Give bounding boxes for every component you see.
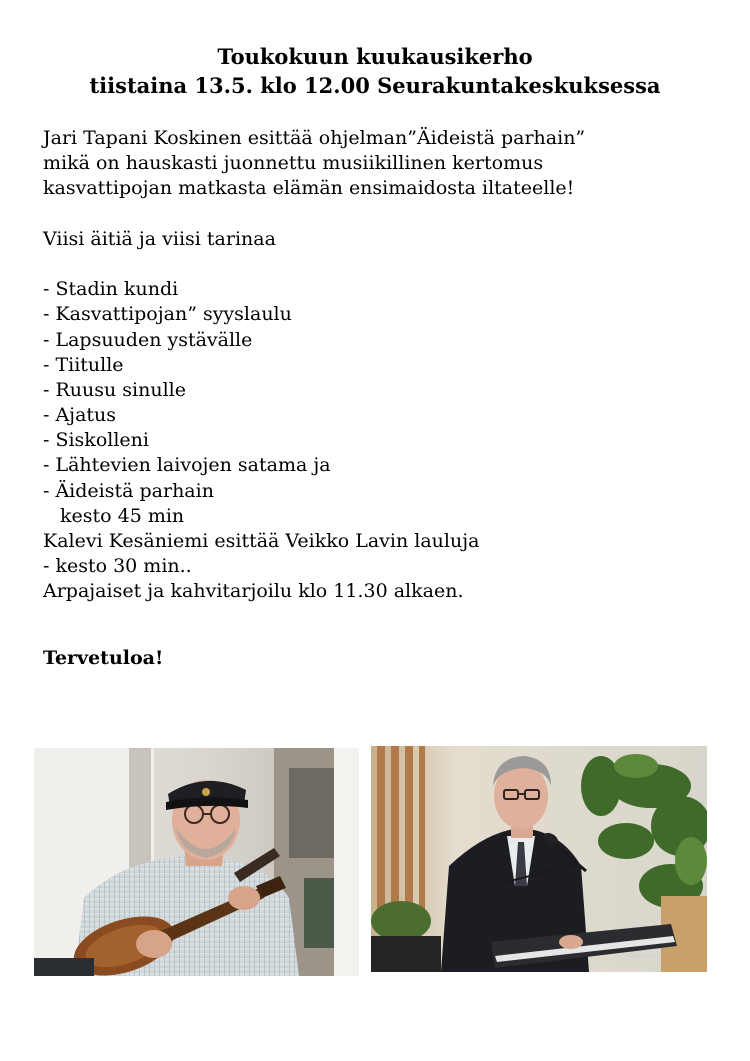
second-performer: Kalevi Kesäniemi esittää Veikko Lavin lauluja xyxy=(43,530,480,552)
intro-line-3: kasvattipojan matkasta elämän ensimaidosta iltateelle! xyxy=(43,177,575,200)
song-item: - Ajatus xyxy=(43,404,117,427)
intro-line-1: Jari Tapani Koskinen esittää ohjelman”Äideistä parhain” xyxy=(43,127,586,149)
song-item: - Siskolleni xyxy=(43,429,149,452)
event-date-location: tiistaina 13.5. klo 12.00 Seurakuntakeskuksessa xyxy=(89,73,661,98)
intro-line-2: mikä on hauskasti juonnettu musiikillinen kertomus xyxy=(43,152,544,175)
welcome-text: Tervetuloa! xyxy=(43,647,164,669)
song-item: - Lapsuuden ystävälle xyxy=(43,328,253,351)
event-title: Toukokuun kuukausikerho xyxy=(217,44,533,69)
song-item: - Lähtevien laivojen satama ja xyxy=(43,454,331,477)
song-item: - Stadin kundi xyxy=(43,278,179,301)
photo-guitarist xyxy=(34,748,359,976)
song-item: - Tiitulle xyxy=(43,353,124,376)
extras-info: Arpajaiset ja kahvitarjoilu klo 11.30 alkaen. xyxy=(43,580,464,603)
song-item: - Kasvattipojan” syyslaulu xyxy=(43,303,292,326)
song-item: - Ruusu sinulle xyxy=(43,378,186,401)
song-item: - Äideistä parhain xyxy=(43,479,214,502)
duration-second-part: - kesto 30 min.. xyxy=(43,555,192,578)
duration-first-part: kesto 45 min xyxy=(60,504,185,527)
event-description xyxy=(43,126,733,605)
keyboard-brand-label: YAMAHA xyxy=(626,952,656,960)
photo-singer-keyboard xyxy=(371,746,707,972)
songs-subheading: Viisi äitiä ja viisi tarinaa xyxy=(43,227,276,250)
